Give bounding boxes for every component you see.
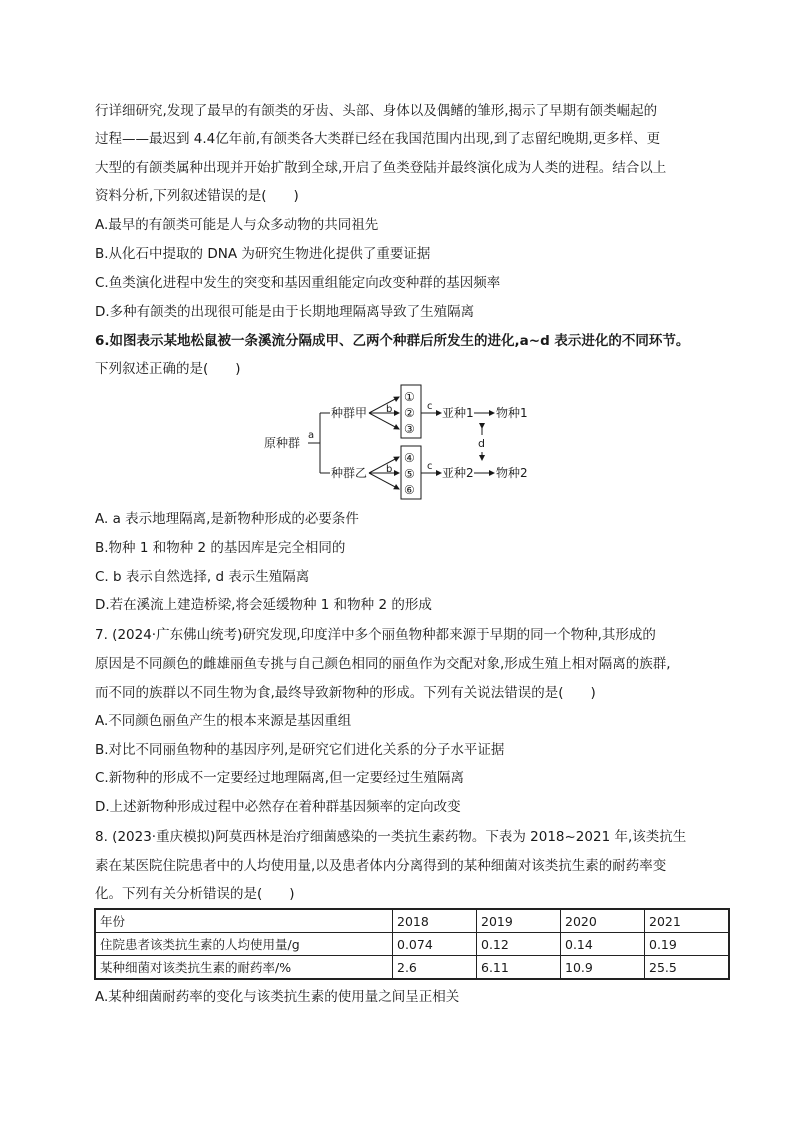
q5-option-a: A.最早的有颌类可能是人与众多动物的共同祖先 <box>95 217 379 233</box>
table-cell: 6.11 <box>477 956 561 980</box>
q6-option-b: B.物种 1 和物种 2 的基因库是完全相同的 <box>95 540 346 556</box>
table-cell: 0.19 <box>645 933 730 956</box>
speciation-diagram <box>258 380 538 505</box>
table-cell: 0.14 <box>561 933 645 956</box>
q5-stem-line-1: 行详细研究,发现了最早的有颌类的牙齿、头部、身体以及偶鳍的雏形,揭示了早期有颌类崛起的 <box>95 103 658 119</box>
diagram-subspecies-2: 亚种2 <box>442 466 474 480</box>
table-header-cell: 2020 <box>561 909 645 933</box>
q7-option-d: D.上述新物种形成过程中必然存在着种群基因频率的定向改变 <box>95 799 461 815</box>
table-cell: 0.074 <box>393 933 477 956</box>
diagram-species-1: 物种1 <box>496 406 528 420</box>
q7-stem-line-2: 原因是不同颜色的雌雄丽鱼专挑与自己颜色相同的丽鱼作为交配对象,形成生殖上相对隔离的族群, <box>95 656 671 672</box>
q6-option-a: A. a 表示地理隔离,是新物种形成的必要条件 <box>95 511 359 527</box>
q6-option-c: C. b 表示自然选择, d 表示生殖隔离 <box>95 569 310 585</box>
diagram-label-c-top: c <box>427 401 433 412</box>
diagram-box-item-4: ④ <box>404 451 415 465</box>
q8-option-a: A.某种细菌耐药率的变化与该类抗生素的使用量之间呈正相关 <box>95 989 460 1005</box>
q7-option-a: A.不同颜色丽鱼产生的根本来源是基因重组 <box>95 713 352 729</box>
q7-option-b: B.对比不同丽鱼物种的基因序列,是研究它们进化关系的分子水平证据 <box>95 742 505 758</box>
table-cell: 0.12 <box>477 933 561 956</box>
table-header-cell: 2021 <box>645 909 730 933</box>
diagram-label-b-bottom: b <box>386 464 393 475</box>
q6-stem-line-1: 6.如图表示某地松鼠被一条溪流分隔成甲、乙两个种群后所发生的进化,a~d 表示进化的不同环节。 <box>95 333 690 349</box>
diagram-origin-population: 原种群 <box>264 436 301 450</box>
q6-stem-line-2: 下列叙述正确的是( ) <box>95 361 241 377</box>
table-row <box>95 956 729 980</box>
q5-option-c: C.鱼类演化进程中发生的突变和基因重组能定向改变种群的基因频率 <box>95 275 501 291</box>
table-cell: 住院患者该类抗生素的人均使用量/g <box>95 933 393 956</box>
q8-stem-line-3: 化。下列有关分析错误的是( ) <box>95 886 295 902</box>
table-header-row <box>95 909 729 933</box>
diagram-label-b-top: b <box>386 404 393 415</box>
diagram-box-item-3: ③ <box>404 422 415 436</box>
q5-option-b: B.从化石中提取的 DNA 为研究生物进化提供了重要证据 <box>95 246 431 262</box>
diagram-species-2: 物种2 <box>496 466 528 480</box>
q7-stem-line-3: 而不同的族群以不同生物为食,最终导致新物种的形成。下列有关说法错误的是( ) <box>95 685 596 701</box>
q7-stem-line-1: 7. (2024·广东佛山统考)研究发现,印度洋中多个丽鱼物种都来源于早期的同一个物种,其形成的 <box>95 627 656 643</box>
q5-stem-line-3: 大型的有颌类属种出现并开始扩散到全球,开启了鱼类登陆并最终演化成为人类的进程。结合以上 <box>95 160 667 176</box>
q5-option-d: D.多种有颌类的出现很可能是由于长期地理隔离导致了生殖隔离 <box>95 304 475 320</box>
q6-option-d: D.若在溪流上建造桥梁,将会延缓物种 1 和物种 2 的形成 <box>95 597 432 613</box>
q8-stem-line-1: 8. (2023·重庆模拟)阿莫西林是治疗细菌感染的一类抗生素药物。下表为 2018~2021 年,该类抗生 <box>95 829 687 845</box>
diagram-label-d: d <box>478 437 485 450</box>
q5-stem-line-4: 资料分析,下列叙述错误的是( ) <box>95 188 299 204</box>
table-header-cell: 2018 <box>393 909 477 933</box>
table-cell: 2.6 <box>393 956 477 980</box>
table-row <box>95 933 729 956</box>
antibiotic-resistance-table <box>94 908 730 980</box>
table-header-cell: 年份 <box>95 909 393 933</box>
diagram-box-item-1: ① <box>404 390 415 404</box>
q5-stem-line-2: 过程——最迟到 4.4亿年前,有颌类各大类群已经在我国范围内出现,到了志留纪晚期,更多样、更 <box>95 131 661 147</box>
table-cell: 某种细菌对该类抗生素的耐药率/% <box>95 956 393 980</box>
table-header-cell: 2019 <box>477 909 561 933</box>
diagram-subspecies-1: 亚种1 <box>442 406 474 420</box>
q8-stem-line-2: 素在某医院住院患者中的人均使用量,以及患者体内分离得到的某种细菌对该类抗生素的耐药率变 <box>95 858 667 874</box>
diagram-box-item-6: ⑥ <box>404 483 415 497</box>
diagram-population-b: 种群乙 <box>331 466 368 480</box>
diagram-population-a: 种群甲 <box>331 406 368 420</box>
q7-option-c: C.新物种的形成不一定要经过地理隔离,但一定要经过生殖隔离 <box>95 770 465 786</box>
table-cell: 25.5 <box>645 956 730 980</box>
diagram-label-c-bottom: c <box>427 461 433 472</box>
table-cell: 10.9 <box>561 956 645 980</box>
diagram-box-item-2: ② <box>404 406 415 420</box>
diagram-box-item-5: ⑤ <box>404 467 415 481</box>
diagram-label-a: a <box>308 430 315 441</box>
